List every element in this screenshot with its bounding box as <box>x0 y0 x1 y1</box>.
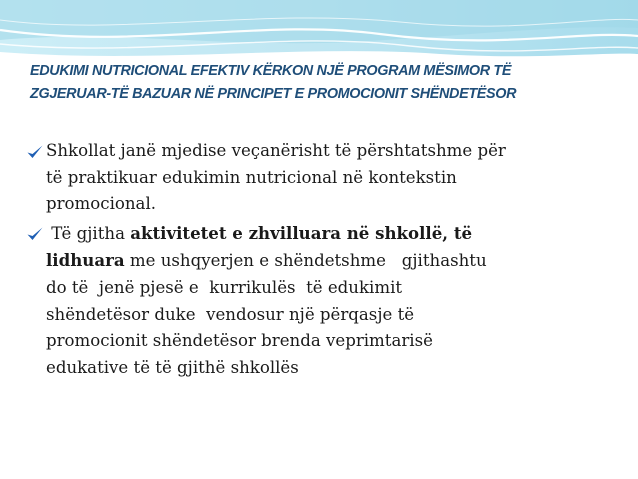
bullet-text-1 <box>46 138 611 218</box>
bullet-item-1 <box>26 138 611 218</box>
bullet-2-line-1-bold: aktivitetet e zhvilluara në shkollë, të <box>130 222 473 243</box>
slide-title <box>30 60 620 106</box>
bullet-2-line-2-bold: lidhuara <box>46 250 125 271</box>
check-mark-icon <box>26 225 44 243</box>
bullet-1-line-1: Shkollat janë mjedise veçanërisht të përshtatshme për <box>46 141 506 160</box>
bullet-2-line-1 <box>46 220 611 248</box>
title-line-1: EDUKIMI NUTRICIONAL EFEKTIV KËRKON NJË PROGRAM MËSIMOR TË <box>30 63 512 79</box>
bullet-1-line-2: të praktikuar edukimin nutricional në kontekstin <box>46 167 457 187</box>
bullet-item-2 <box>26 220 611 382</box>
slide-body <box>26 138 611 381</box>
bullet-1-line-3: promocional. <box>46 194 157 214</box>
bullet-2-line-5: promocionit shëndetësor brenda veprimtarisë <box>46 331 433 351</box>
bullet-2-line-2 <box>46 247 611 275</box>
bullet-2-line-2-plain: me ushqyerjen e shëndetshme gjithashtu <box>124 251 487 271</box>
bullet-2-line-4: shëndetësor duke vendosur një përqasje të <box>46 304 415 324</box>
title-line-2: ZGJERUAR-TË BAZUAR NË PRINCIPET E PROMOCIONIT SHËNDETËSOR <box>30 86 517 102</box>
wave-graphic <box>0 0 638 58</box>
check-mark-icon <box>26 143 44 161</box>
bullet-2-line-3: do të jenë pjesë e kurrikulës të edukimit <box>46 277 403 297</box>
bullet-2-line-6: edukative të të gjithë shkollës <box>46 357 299 377</box>
bullet-2-line-1-plain: Të gjitha <box>46 223 131 243</box>
bullet-text-2 <box>46 220 611 382</box>
decorative-wave-banner <box>0 0 638 58</box>
